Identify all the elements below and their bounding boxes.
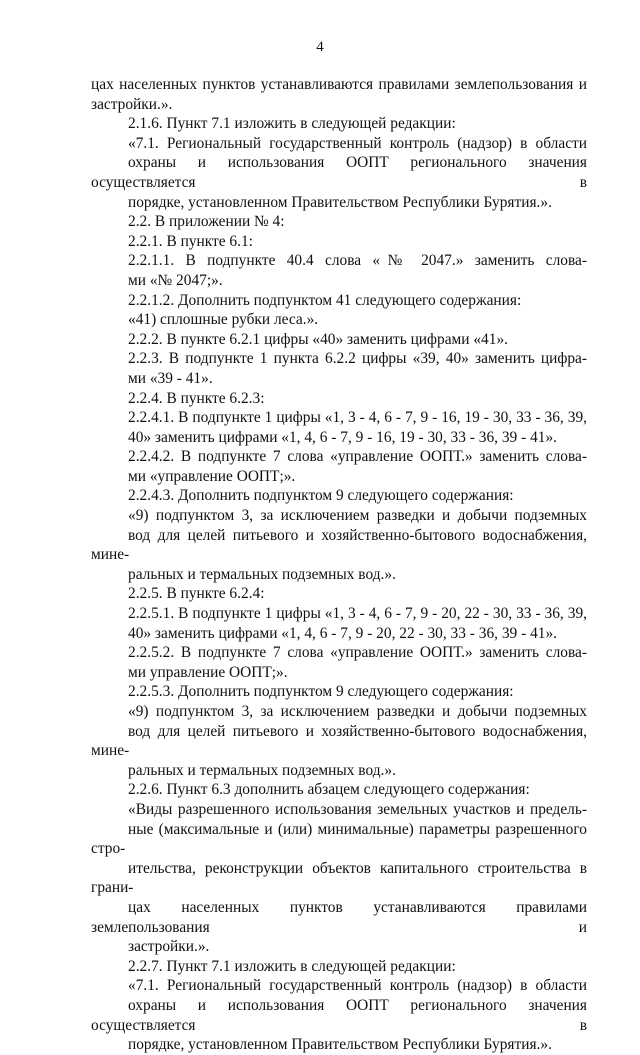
text-line: застройки.». [128, 938, 210, 956]
paragraph [91, 408, 587, 447]
text-line: ные (максимальные и (или) минимальные) параметры разрешенного стро- [91, 820, 587, 858]
paragraph [91, 330, 587, 350]
paragraph [91, 584, 587, 604]
text-line: «9) подпунктом 3, за исключением разведки и добычи подземных [128, 507, 587, 525]
document-body [91, 75, 587, 1055]
text-line: 40» заменить цифрами «1, 4, 6 - 7, 9 - 16, 19 - 30, 33 - 36, 39 - 41». [128, 428, 557, 446]
text-line: 40» заменить цифрами «1, 4, 6 - 7, 9 - 20, 22 - 30, 33 - 36, 39 - 41». [128, 624, 557, 642]
text-line: порядке, установленном Правительством Республики Бурятия.». [128, 193, 552, 211]
text-line: застройки.». [91, 95, 173, 113]
text-line: 2.2.1.1. В подпункте 40.4 слова «№ 2047.» заменить слова- [128, 252, 587, 270]
text-line: цах населенных пунктов устанавливаются правилами землепользования и [91, 76, 587, 93]
text-line: 2.2.4. В пункте 6.2.3: [128, 389, 265, 407]
paragraph [91, 682, 587, 702]
text-line: 2.2.3. В подпункте 1 пункта 6.2.2 цифры «39, 40» заменить цифра- [128, 350, 587, 368]
paragraph [91, 800, 587, 957]
paragraph [91, 310, 587, 330]
paragraph [91, 643, 587, 682]
text-line: «7.1. Региональный государственный контроль (надзор) в области [128, 134, 587, 152]
paragraph [91, 389, 587, 409]
text-line: 2.2.4.1. В подпункте 1 цифры «1, 3 - 4, 6 - 7, 9 - 16, 19 - 30, 33 - 36, 39, [128, 409, 587, 427]
text-line: ми «39 - 41». [128, 369, 213, 387]
text-line: ральных и термальных подземных вод.». [128, 565, 396, 583]
text-line: 2.2.5. В пункте 6.2.4: [128, 585, 265, 603]
text-line: 2.2.1. В пункте 6.1: [128, 232, 253, 250]
paragraph [91, 251, 587, 290]
paragraph [91, 506, 587, 584]
paragraph [91, 486, 587, 506]
text-line: охраны и использования ООПТ регионального значения осуществляется в [91, 996, 587, 1034]
paragraph [91, 447, 587, 486]
paragraph [91, 114, 587, 134]
text-line: «9) подпунктом 3, за исключением разведки и добычи подземных [128, 703, 587, 720]
text-line: ми «управление ООПТ;». [128, 467, 296, 485]
text-line: 2.2.6. Пункт 6.3 дополнить абзацем следующего содержания: [128, 781, 530, 799]
paragraph [91, 957, 587, 977]
text-line: 2.2. В приложении № 4: [128, 213, 285, 231]
text-line: 2.2.1.2. Дополнить подпунктом 41 следующего содержания: [128, 291, 522, 309]
text-line: 2.2.7. Пункт 7.1 изложить в следующей редакции: [128, 957, 456, 975]
text-line: ми «№ 2047;». [128, 271, 223, 289]
text-line: 2.2.4.2. В подпункте 7 слова «управление ООПТ.» заменить слова- [128, 448, 587, 466]
paragraph [91, 134, 587, 212]
text-line: вод для целей питьевого и хозяйственно-бытового водоснабжения, мине- [91, 526, 587, 564]
text-line: 2.2.5.1. В подпункте 1 цифры «1, 3 - 4, 6 - 7, 9 - 20, 22 - 30, 33 - 36, 39, [128, 605, 587, 623]
text-line: 2.2.5.3. Дополнить подпунктом 9 следующего содержания: [128, 683, 514, 701]
text-line: ительства, реконструкции объектов капитального строительства в грани- [91, 859, 587, 897]
text-line: 2.1.6. Пункт 7.1 изложить в следующей редакции: [128, 115, 456, 133]
text-line: цах населенных пунктов устанавливаются правилами землепользования и [91, 898, 587, 936]
text-line: «7.1. Региональный государственный контроль (надзор) в области [128, 977, 587, 995]
paragraph [91, 976, 587, 1054]
text-line: «41) сплошные рубки леса.». [128, 311, 319, 329]
paragraph [91, 232, 587, 252]
text-line: вод для целей питьевого и хозяйственно-бытового водоснабжения, мине- [91, 722, 587, 760]
paragraph [91, 212, 587, 232]
paragraph [91, 349, 587, 388]
text-line: ми управление ООПТ;». [128, 663, 288, 681]
paragraph [91, 702, 587, 780]
paragraph [91, 780, 587, 800]
text-line: порядке, установленном Правительством Республики Бурятия.». [128, 1036, 552, 1054]
text-line: охраны и использования ООПТ регионального значения осуществляется в [91, 154, 587, 191]
paragraph [91, 75, 587, 114]
text-line: 2.2.5.2. В подпункте 7 слова «управление ООПТ.» заменить слова- [128, 644, 587, 662]
paragraph [91, 291, 587, 311]
page-number: 4 [316, 39, 324, 55]
text-line: «Виды разрешенного использования земельных участков и предель- [128, 800, 587, 818]
text-line: 2.2.2. В пункте 6.2.1 цифры «40» заменить цифрами «41». [128, 330, 508, 348]
text-line: 2.2.4.3. Дополнить подпунктом 9 следующего содержания: [128, 487, 514, 505]
paragraph [91, 604, 587, 643]
text-line: ральных и термальных подземных вод.». [128, 761, 396, 779]
